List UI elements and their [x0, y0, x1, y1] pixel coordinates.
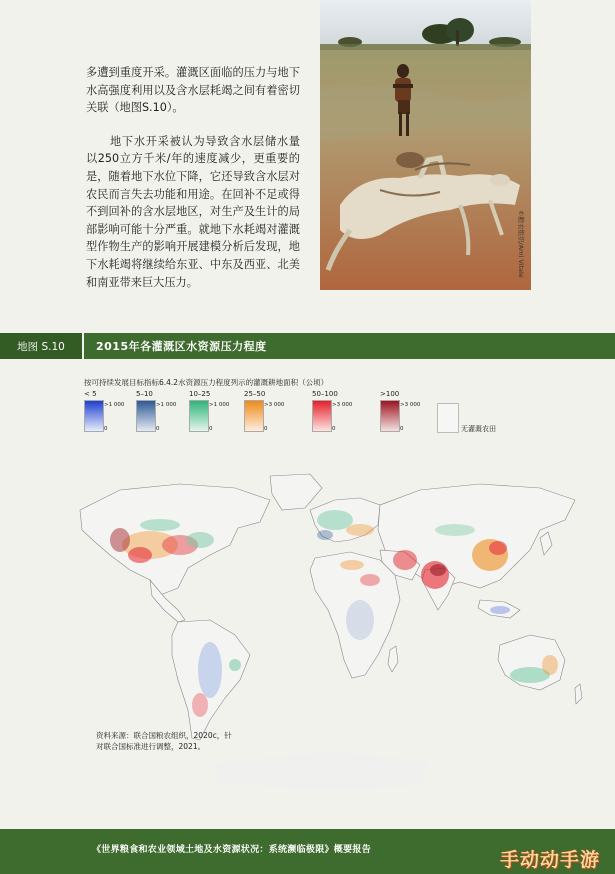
legend-swatch: [136, 400, 156, 432]
watermark: 手动动手游: [500, 849, 601, 871]
drought-photo: [320, 0, 531, 290]
legend-high: >1 000: [156, 402, 177, 408]
legend-high: >1 000: [209, 402, 230, 408]
body-text: [86, 64, 300, 291]
legend-item-10-25: [189, 390, 229, 432]
legend-swatch: [189, 400, 209, 432]
no-irrigation-label: 无灌溉农田: [461, 425, 496, 433]
new-zealand: [575, 684, 582, 704]
legend-swatch: [244, 400, 264, 432]
legend-low: 0: [104, 426, 108, 432]
photo-credit: ©粮农组织/Ami Vitale: [517, 210, 525, 278]
legend-low: 0: [156, 426, 160, 432]
legend-high: >3 000: [400, 402, 421, 408]
legend-low: 0: [332, 426, 336, 432]
map-header: [0, 333, 615, 359]
legend-high: >3 000: [332, 402, 353, 408]
legend-high: >1 000: [104, 402, 125, 408]
legend-item-lt5: [84, 390, 124, 432]
legend-range: 25–50: [244, 390, 266, 398]
map-source: 资料来源：联合国粮农组织，2020c，针对联合国标准进行调整，2021。: [96, 731, 232, 751]
legend-title: 按可持续发展目标指标6.4.2水资源压力程度列示的灌溉耕地面积（公顷）: [84, 378, 329, 387]
antarctica: [210, 754, 430, 789]
legend-low: 0: [264, 426, 268, 432]
footer-text: 《世界粮食和农业领域土地及水资源状况：系统濒临极限》概要报告: [92, 845, 372, 855]
legend-swatch: [380, 400, 400, 432]
legend-range: < 5: [84, 390, 97, 398]
legend-high: >3 000: [264, 402, 285, 408]
greenland: [270, 474, 322, 510]
legend-swatch: [84, 400, 104, 432]
legend-item-50-100: [312, 390, 352, 432]
legend-low: 0: [400, 426, 404, 432]
legend-range: 50–100: [312, 390, 338, 398]
legend-item-gt100: [380, 390, 420, 432]
map-title: 2015年各灌溉区水资源压力程度: [96, 340, 267, 353]
legend-range: 10–25: [189, 390, 211, 398]
legend-range: >100: [380, 390, 400, 398]
legend-range: 5–10: [136, 390, 153, 398]
world-map: [60, 470, 590, 820]
no-irrigation-swatch: [437, 403, 459, 433]
legend-item-25-50: [244, 390, 284, 432]
japan: [540, 532, 552, 555]
legend-item-5-10: [136, 390, 176, 432]
madagascar: [388, 646, 398, 672]
map-label: 地图 S.10: [0, 333, 84, 359]
legend-low: 0: [209, 426, 213, 432]
paragraph-1: 多遭到重度开采。灌溉区面临的压力与地下水高强度利用以及含水层耗竭之间有着密切关联（地图S.10）。: [86, 66, 300, 115]
paragraph-2: 地下水开采被认为导致含水层储水量以250立方千米/年的速度减少，更重要的是，随着地下水位下降，它还导致含水层对农民而言失去功能和用途。在回补不足或得不到回补的含水层地区，对生产及生计的局部影响可能十分严重。就地下水耗竭对灌溉型作物生产的影响开展建模分析后发现，地下水耗竭将继续给东亚、中东及西亚、北美和南亚带来巨大压力。: [86, 134, 300, 289]
legend-swatch: [312, 400, 332, 432]
